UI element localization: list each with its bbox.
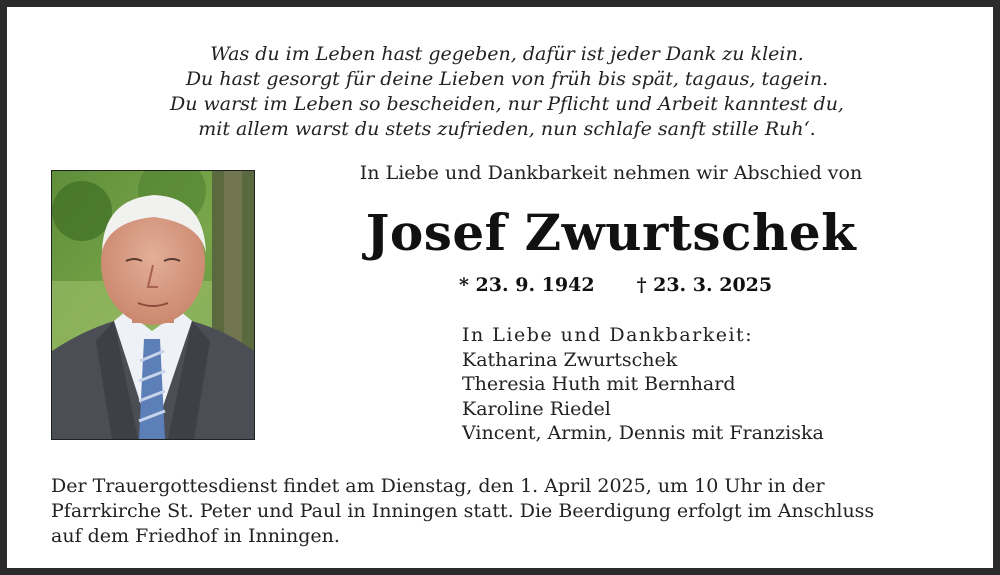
mourners-list [462, 323, 824, 446]
poem-line: mit allem warst du stets zufrieden, nun schlafe sanft stille Ruh‘. [198, 118, 816, 140]
service-line: Pfarrkirche St. Peter und Paul in Inningen statt. Die Beerdigung erfolgt im Anschluss [51, 500, 875, 522]
mourner-name: Theresia Huth mit Bernhard [462, 373, 736, 395]
life-dates [459, 274, 879, 296]
mourner-name: Katharina Zwurtschek [462, 348, 678, 371]
poem-line: Du warst im Leben so bescheiden, nur Pflicht und Arbeit kanntest du, [170, 93, 844, 115]
portrait-photo [51, 170, 255, 440]
service-line: auf dem Friedhof in Inningen. [51, 525, 340, 547]
poem-line: Was du im Leben hast gegeben, dafür ist jeder Dank zu klein. [210, 43, 804, 65]
mourner-name: Vincent, Armin, Dennis mit Franziska [462, 422, 824, 444]
birth-date: * 23. 9. 1942 [459, 274, 595, 296]
poem-line: Du hast gesorgt für deine Lieben von früh bis spät, tagaus, tagein. [185, 68, 829, 90]
farewell-intro: In Liebe und Dankbarkeit nehmen wir Abschied von [359, 162, 863, 184]
poem [7, 42, 1000, 142]
funeral-service-notice [51, 474, 951, 549]
mourners-heading: In Liebe und Dankbarkeit: [462, 324, 754, 346]
service-line: Der Trauergottesdienst findet am Dienstag, den 1. April 2025, um 10 Uhr in der [51, 475, 825, 497]
deceased-name: Josef Zwurtschek [365, 203, 857, 262]
mourner-name: Karoline Riedel [462, 397, 611, 420]
death-date: † 23. 3. 2025 [636, 274, 773, 296]
